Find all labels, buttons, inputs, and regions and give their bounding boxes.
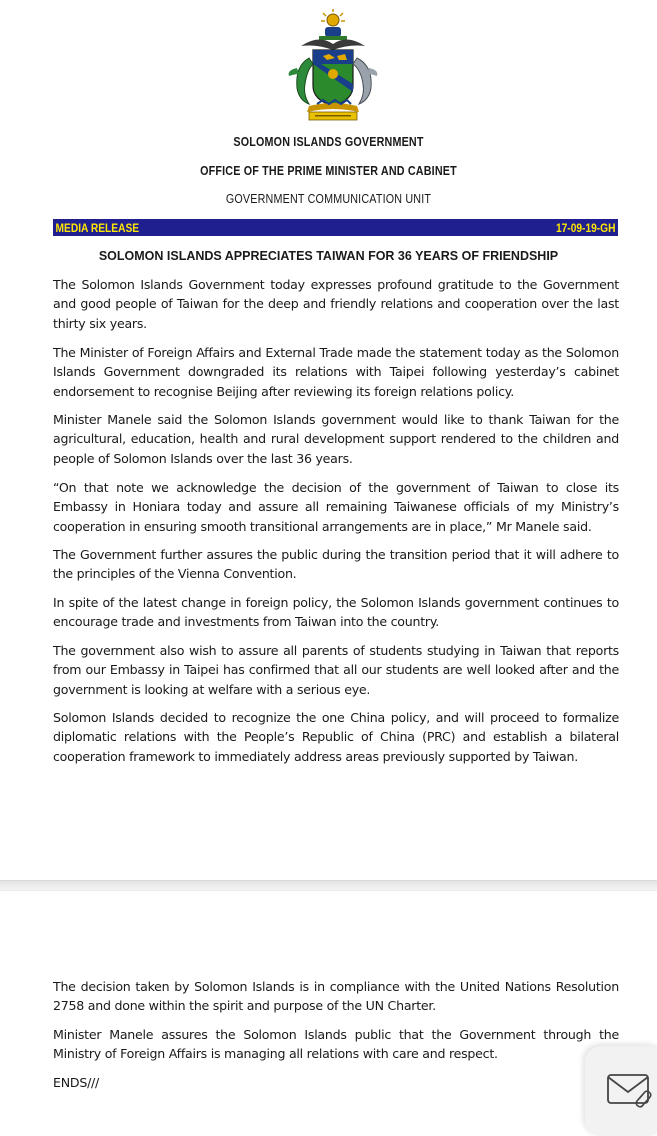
paragraph-4: “On that note we acknowledge the decision of the government of Taiwan to close its Embassy in Honiara today and assure all remaining Taiwanese officials of my Ministry’s cooperation in ensuring smooth transitional arrangements are in place,” Mr Manele said. (53, 480, 619, 534)
paragraph-1: The Solomon Islands Government today expresses profound gratitude to the Government and good people of Taiwan for the deep and friendly relations and cooperation over the last thirty six years. (53, 277, 619, 331)
page-break (0, 880, 657, 891)
mail-attachment-icon (607, 1074, 653, 1110)
paragraph-5: The Government further assures the public during the transition period that it will adhere to the principles of the Vienna Convention. (53, 547, 619, 582)
government-name: SOLOMON ISLANDS GOVERNMENT (233, 135, 424, 149)
ends-marker: ENDS/// (53, 1075, 100, 1090)
paragraph-3: Minister Manele said the Solomon Islands government would like to thank Taiwan for the agricultural, education, health and rural development support rendered to the children and people of Solomon Islands over the last 36 years. (53, 412, 619, 466)
coat-of-arms-icon (279, 8, 387, 126)
paragraph-8: Solomon Islands decided to recognize the one China policy, and will proceed to formalize diplomatic relations with the People’s Republic of China (PRC) and establish a bilateral cooperation framework to immediately address areas previously supported by Taiwan. (53, 710, 619, 764)
office-name: OFFICE OF THE PRIME MINISTER AND CABINET (200, 164, 457, 178)
banner-label: MEDIA RELEASE (55, 220, 140, 235)
media-release-banner (53, 219, 618, 236)
paragraph-10: Minister Manele assures the Solomon Islands public that the Government through the Ministry of Foreign Affairs is managing all relations with care and respect. (53, 1027, 619, 1062)
unit-name: GOVERNMENT COMMUNICATION UNIT (225, 192, 432, 206)
paragraph-9: The decision taken by Solomon Islands is in compliance with the United Nations Resolution 2758 and done within the spirit and purpose of the UN Charter. (53, 979, 619, 1014)
paragraph-6: In spite of the latest change in foreign policy, the Solomon Islands government continues to encourage trade and investments from Taiwan into the country. (53, 595, 619, 630)
release-title: SOLOMON ISLANDS APPRECIATES TAIWAN FOR 36 YEARS OF FRIENDSHIP (98, 249, 559, 263)
release-reference: 17-09-19-GH (555, 220, 616, 235)
paragraph-7: The government also wish to assure all parents of students studying in Taiwan that reports from our Embassy in Taipei has confirmed that all our students are well looked after and the government is looking at welfare with a serious eye. (53, 643, 619, 697)
mail-attachment-button[interactable] (585, 1046, 657, 1136)
paragraph-2: The Minister of Foreign Affairs and External Trade made the statement today as the Solomon Islands Government downgraded its relations with Taipei following yesterday’s cabinet endorsement to recognise Beijing after reviewing its foreign relations policy. (53, 345, 619, 399)
